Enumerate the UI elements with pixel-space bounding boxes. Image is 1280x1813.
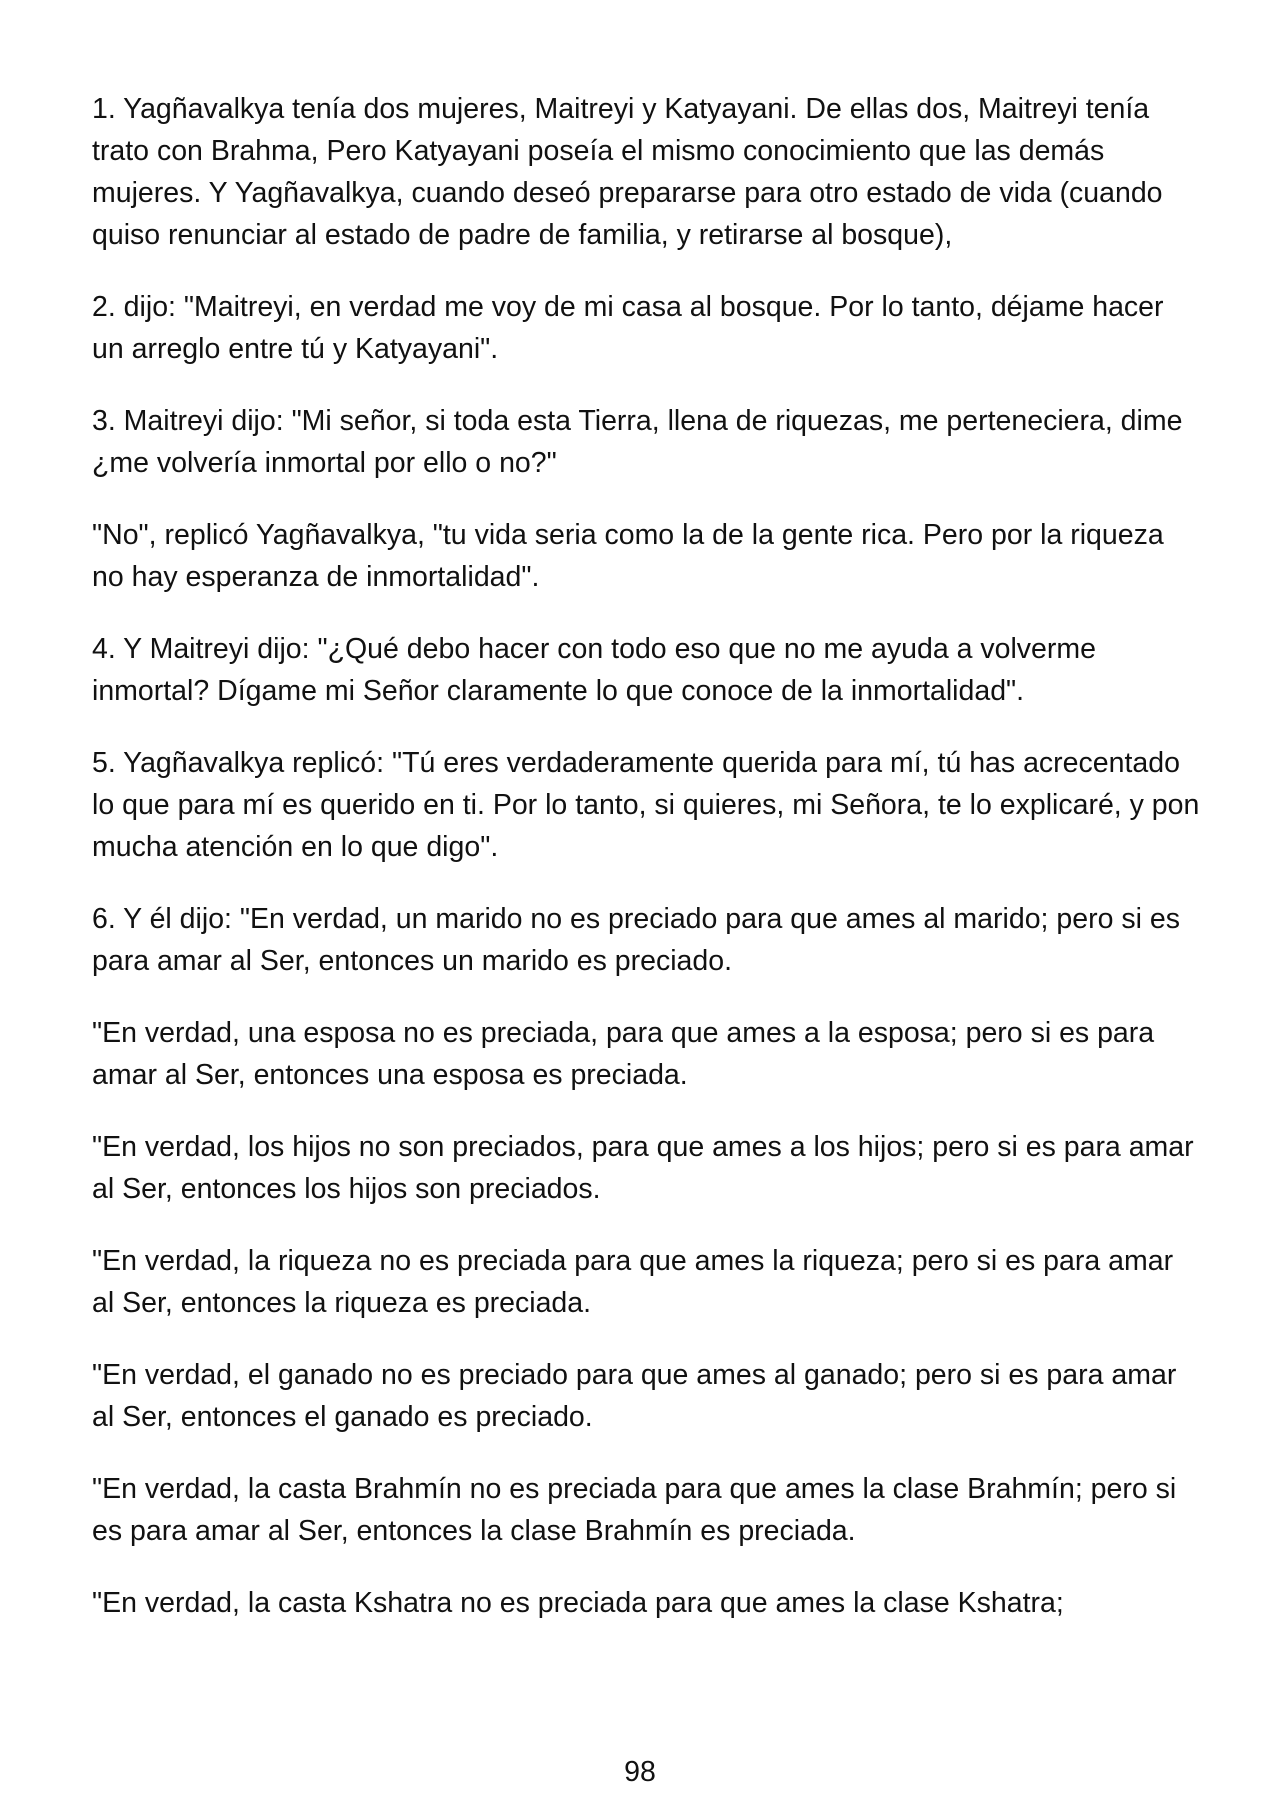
paragraph-7: 6. Y él dijo: "En verdad, un marido no es preciado para que ames al marido; pero si es para amar al Ser, entonces un marido es preciado.: [92, 903, 1180, 977]
paragraph-5: 4. Y Maitreyi dijo: "¿Qué debo hacer con todo eso que no me ayuda a volverme inmortal? Dígame mi Señor claramente lo que conoce de la inmortalidad".: [92, 633, 1096, 707]
paragraph-1: 1. Yagñavalkya tenía dos mujeres, Maitreyi y Katyayani. De ellas dos, Maitreyi tenía trato con Brahma, Pero Katyayani poseía el mismo conocimiento que las demás mujeres. Y Yagñavalkya, cuando deseó prepararse para otro estado de vida (cuando quiso renunciar al estado de padre de familia, y retirarse al bosque),: [92, 93, 1163, 251]
paragraph-13: "En verdad, la casta Kshatra no es preciada para que ames la clase Kshatra;: [92, 1587, 1064, 1619]
paragraph-11: "En verdad, el ganado no es preciado para que ames al ganado; pero si es para amar al Ser, entonces el ganado es preciado.: [92, 1359, 1177, 1433]
paragraph-4: "No", replicó Yagñavalkya, "tu vida seria como la de la gente rica. Pero por la riqueza no hay esperanza de inmortalidad".: [92, 519, 1164, 593]
page-number: 98: [624, 1756, 656, 1788]
page-body: [92, 88, 1202, 1654]
paragraph-9: "En verdad, los hijos no son preciados, para que ames a los hijos; pero si es para amar al Ser, entonces los hijos son preciados.: [92, 1131, 1194, 1205]
paragraph-6: 5. Yagñavalkya replicó: "Tú eres verdaderamente querida para mí, tú has acrecentado lo que para mí es querido en ti. Por lo tanto, si quieres, mi Señora, te lo explicaré, y pon mucha atención en lo que digo".: [92, 747, 1200, 863]
paragraph-12: "En verdad, la casta Brahmín no es preciada para que ames la clase Brahmín; pero si es para amar al Ser, entonces la clase Brahmín es preciada.: [92, 1473, 1177, 1547]
paragraph-10: "En verdad, la riqueza no es preciada para que ames la riqueza; pero si es para amar al Ser, entonces la riqueza es preciada.: [92, 1245, 1174, 1319]
paragraph-2: 2. dijo: "Maitreyi, en verdad me voy de mi casa al bosque. Por lo tanto, déjame hacer un arreglo entre tú y Katyayani".: [92, 291, 1164, 365]
paragraph-3: 3. Maitreyi dijo: "Mi señor, si toda esta Tierra, llena de riquezas, me perteneciera, dime ¿me volvería inmortal por ello o no?": [92, 405, 1183, 479]
paragraph-8: "En verdad, una esposa no es preciada, para que ames a la esposa; pero si es para amar al Ser, entonces una esposa es preciada.: [92, 1017, 1155, 1091]
